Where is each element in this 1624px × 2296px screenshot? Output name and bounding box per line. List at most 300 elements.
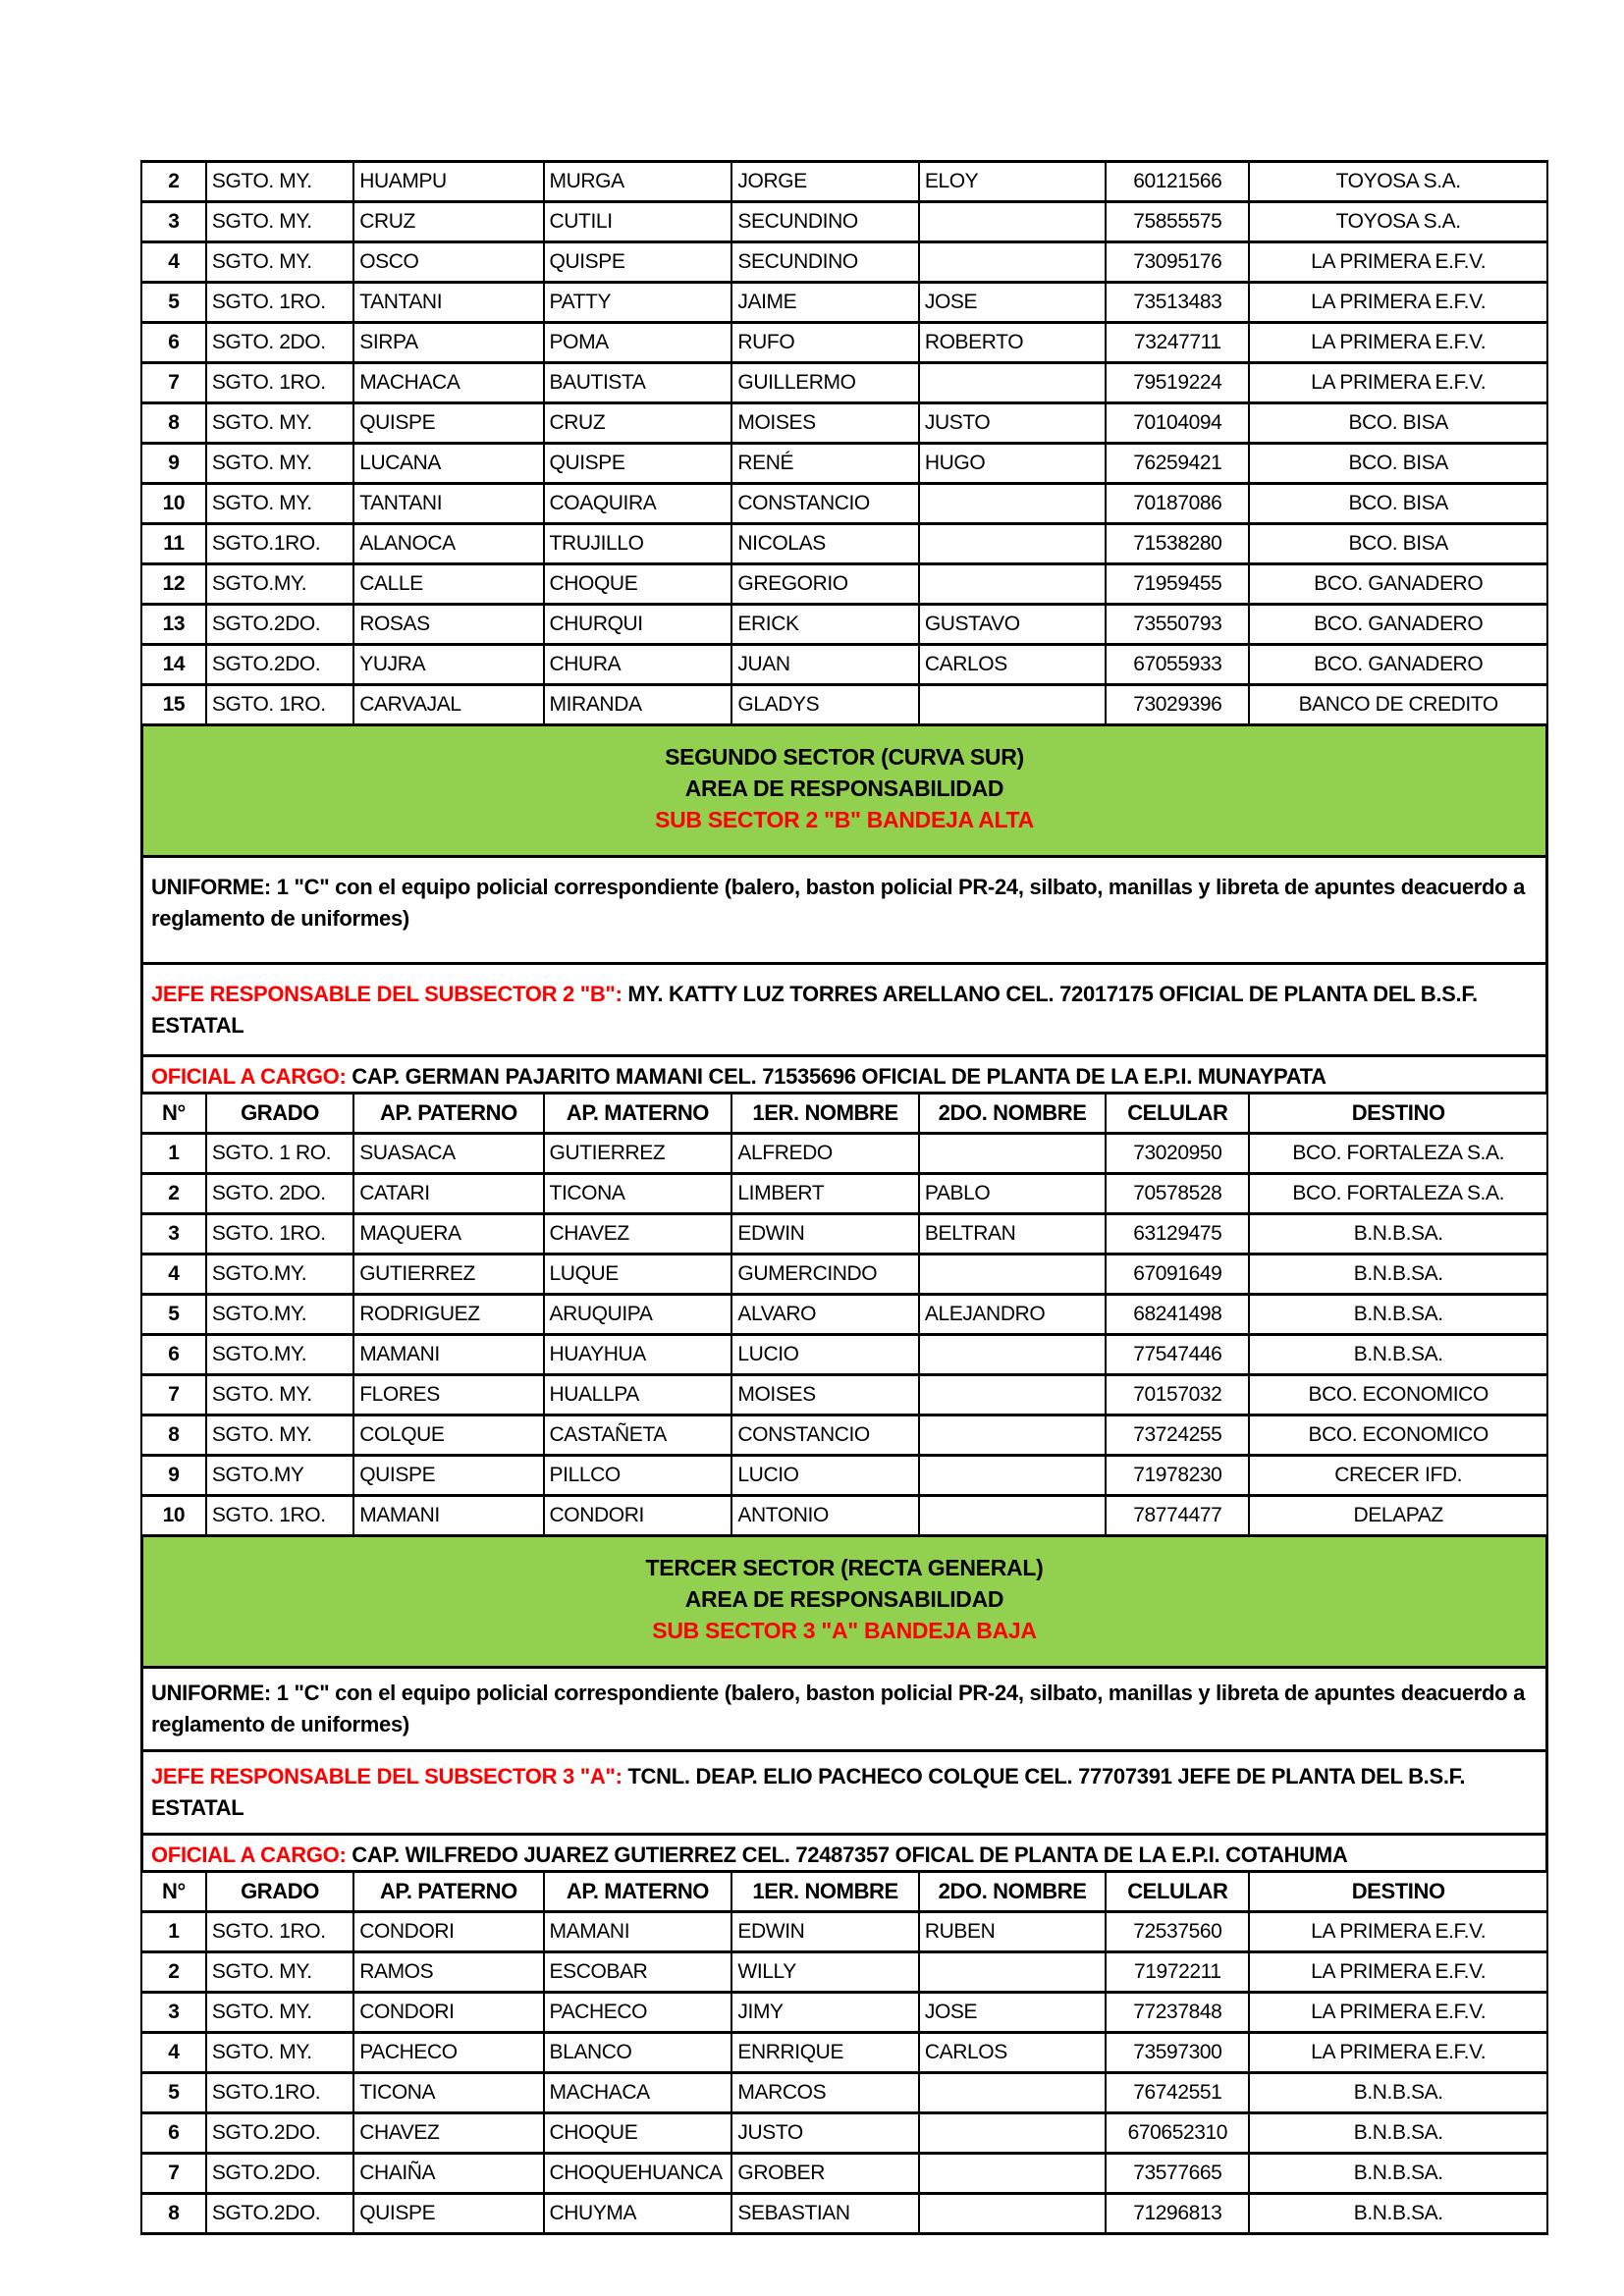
cell: RODRIGUEZ	[353, 1295, 543, 1335]
cell: EDWIN	[731, 1912, 918, 1952]
column-header: AP. MATERNO	[544, 1094, 732, 1134]
cell: 6	[141, 2113, 206, 2154]
cell: 7	[141, 2154, 206, 2194]
sector2-subsector-title: SUB SECTOR 2 "B" BANDEJA ALTA	[655, 807, 1034, 832]
cell: JUSTO	[919, 403, 1106, 444]
table-row	[141, 524, 1547, 564]
sector2-header-band	[140, 723, 1548, 858]
cell	[919, 1255, 1106, 1295]
cell: SGTO.1RO.	[206, 524, 353, 564]
cell	[919, 564, 1106, 605]
table-row	[141, 162, 1547, 202]
cell: DELAPAZ	[1249, 1496, 1547, 1536]
cell: BCO. ECONOMICO	[1249, 1375, 1547, 1415]
cell: MAMANI	[353, 1335, 543, 1375]
cell: 8	[141, 2194, 206, 2234]
uniform-note-line2: reglamento de uniformes)	[151, 906, 409, 931]
cell: HUAYHUA	[544, 1335, 732, 1375]
cell: BAUTISTA	[544, 363, 732, 403]
cell: 8	[141, 1415, 206, 1456]
cell: CASTAÑETA	[544, 1415, 732, 1456]
table-row	[141, 1214, 1547, 1255]
table-row	[141, 1952, 1547, 1993]
cell: POMA	[544, 323, 732, 363]
column-header: DESTINO	[1249, 1094, 1547, 1134]
cell: QUISPE	[353, 2194, 543, 2234]
cell: LA PRIMERA E.F.V.	[1249, 1912, 1547, 1952]
table-row	[141, 564, 1547, 605]
cell: SIRPA	[353, 323, 543, 363]
cell: HUALLPA	[544, 1375, 732, 1415]
cell: FLORES	[353, 1375, 543, 1415]
cell: B.N.B.SA.	[1249, 2113, 1547, 2154]
cell: 5	[141, 1295, 206, 1335]
cell	[919, 1456, 1106, 1496]
cell: SGTO.2DO.	[206, 2113, 353, 2154]
cell: 1	[141, 1134, 206, 1174]
cell: GUTIERREZ	[353, 1255, 543, 1295]
cell: PACHECO	[353, 2033, 543, 2073]
cell: SGTO.1RO.	[206, 2073, 353, 2113]
table-row	[141, 605, 1547, 645]
cell: LUCIO	[731, 1456, 918, 1496]
cell: SGTO. 1RO.	[206, 1214, 353, 1255]
table-row	[141, 363, 1547, 403]
cell: CARLOS	[919, 2033, 1106, 2073]
cell: PATTY	[544, 283, 732, 323]
cell: SGTO. 1RO.	[206, 1496, 353, 1536]
cell: LA PRIMERA E.F.V.	[1249, 2033, 1547, 2073]
cell: PABLO	[919, 1174, 1106, 1214]
chief-note-line1	[151, 1761, 1538, 1792]
sector3-title: TERCER SECTOR (RECTA GENERAL)	[645, 1555, 1044, 1580]
table-row	[141, 2073, 1547, 2113]
column-header: N°	[141, 1872, 206, 1912]
cell: SGTO. 1RO.	[206, 283, 353, 323]
cell	[919, 484, 1106, 524]
cell: MURGA	[544, 162, 732, 202]
cell: LA PRIMERA E.F.V.	[1249, 242, 1547, 283]
cell: RUFO	[731, 323, 918, 363]
cell: MARCOS	[731, 2073, 918, 2113]
table-row	[141, 685, 1547, 725]
cell: CHAVEZ	[353, 2113, 543, 2154]
cell	[919, 1375, 1106, 1415]
cell: 13	[141, 605, 206, 645]
cell: 71978230	[1106, 1456, 1249, 1496]
sector3-subsector-title: SUB SECTOR 3 "A" BANDEJA BAJA	[652, 1618, 1037, 1643]
cell	[919, 2073, 1106, 2113]
cell: TOYOSA S.A.	[1249, 162, 1547, 202]
cell: SGTO. MY.	[206, 1952, 353, 1993]
cell: SGTO.2DO.	[206, 605, 353, 645]
cell: QUISPE	[544, 444, 732, 484]
cell	[919, 2194, 1106, 2234]
cell: BCO. ECONOMICO	[1249, 1415, 1547, 1456]
cell	[919, 1335, 1106, 1375]
cell: SEBASTIAN	[731, 2194, 918, 2234]
sector2-subtitle: AREA DE RESPONSABILIDAD	[684, 775, 1004, 801]
cell: LA PRIMERA E.F.V.	[1249, 323, 1547, 363]
cell: 15	[141, 685, 206, 725]
cell: ROSAS	[353, 605, 543, 645]
cell: 9	[141, 1456, 206, 1496]
cell: CONDORI	[353, 1993, 543, 2033]
cell: B.N.B.SA.	[1249, 1214, 1547, 1255]
cell: GROBER	[731, 2154, 918, 2194]
cell: CARLOS	[919, 645, 1106, 685]
cell: ALVARO	[731, 1295, 918, 1335]
cell: 78774477	[1106, 1496, 1249, 1536]
cell: CATARI	[353, 1174, 543, 1214]
uniform-note-line1: UNIFORME: 1 "C" con el equipo policial correspondiente (balero, baston policial PR-24, silbato, manillas y libreta de apuntes deacuerdo a	[151, 875, 1526, 899]
cell: TICONA	[544, 1174, 732, 1214]
cell	[919, 363, 1106, 403]
cell: TANTANI	[353, 283, 543, 323]
cell: LA PRIMERA E.F.V.	[1249, 1993, 1547, 2033]
cell: 4	[141, 242, 206, 283]
cell: JORGE	[731, 162, 918, 202]
table-row	[141, 2113, 1547, 2154]
table-row	[141, 645, 1547, 685]
cell: JIMY	[731, 1993, 918, 2033]
cell: SGTO. MY.	[206, 162, 353, 202]
cell: SGTO.2DO.	[206, 2154, 353, 2194]
table-row	[141, 403, 1547, 444]
cell: HUAMPU	[353, 162, 543, 202]
cell: PILLCO	[544, 1456, 732, 1496]
table-row	[141, 2154, 1547, 2194]
cell: MIRANDA	[544, 685, 732, 725]
column-header: CELULAR	[1106, 1872, 1249, 1912]
cell: ESCOBAR	[544, 1952, 732, 1993]
duty-roster-sheet	[140, 160, 1548, 2235]
sector2-table-header	[141, 1094, 1547, 1134]
cell: CHURA	[544, 645, 732, 685]
cell: 71538280	[1106, 524, 1249, 564]
cell: LIMBERT	[731, 1174, 918, 1214]
officer-label: OFICIAL A CARGO:	[151, 1064, 347, 1089]
cell: SGTO. 1RO.	[206, 363, 353, 403]
sector2-table-body	[141, 1134, 1547, 1536]
cell: 670652310	[1106, 2113, 1249, 2154]
cell: JOSE	[919, 1993, 1106, 2033]
cell: CHOQUEHUANCA	[544, 2154, 732, 2194]
cell: BCO. GANADERO	[1249, 564, 1547, 605]
cell: BANCO DE CREDITO	[1249, 685, 1547, 725]
cell: CHAVEZ	[544, 1214, 732, 1255]
column-header: GRADO	[206, 1094, 353, 1134]
cell	[919, 1415, 1106, 1456]
table-row	[141, 1134, 1547, 1174]
cell: MOISES	[731, 1375, 918, 1415]
cell: LUCANA	[353, 444, 543, 484]
cell: JUSTO	[731, 2113, 918, 2154]
column-header: CELULAR	[1106, 1094, 1249, 1134]
cell: OSCO	[353, 242, 543, 283]
cell: 77547446	[1106, 1335, 1249, 1375]
cell: 75855575	[1106, 202, 1249, 242]
uniform-note-line2: reglamento de uniformes)	[151, 1712, 409, 1736]
sector2-personnel-table	[140, 1092, 1548, 1537]
cell: SGTO. 1 RO.	[206, 1134, 353, 1174]
sector3-table-header	[141, 1872, 1547, 1912]
cell: CRUZ	[353, 202, 543, 242]
column-header: AP. PATERNO	[353, 1872, 543, 1912]
uniform-note-line1: UNIFORME: 1 "C" con el equipo policial correspondiente (balero, baston policial PR-24, silbato, manillas y libreta de apuntes deacuerdo a	[151, 1681, 1526, 1705]
cell: ELOY	[919, 162, 1106, 202]
cell: ENRRIQUE	[731, 2033, 918, 2073]
cell: ALEJANDRO	[919, 1295, 1106, 1335]
cell: BELTRAN	[919, 1214, 1106, 1255]
cell: LA PRIMERA E.F.V.	[1249, 363, 1547, 403]
cell: NICOLAS	[731, 524, 918, 564]
sector2-officer-note	[140, 1054, 1548, 1095]
cell: 6	[141, 323, 206, 363]
cell: LUQUE	[544, 1255, 732, 1295]
cell: 2	[141, 162, 206, 202]
cell: 5	[141, 283, 206, 323]
cell	[919, 685, 1106, 725]
cell: 11	[141, 524, 206, 564]
table-row	[141, 1335, 1547, 1375]
column-header: AP. PATERNO	[353, 1094, 543, 1134]
cell: B.N.B.SA.	[1249, 1295, 1547, 1335]
cell: CRUZ	[544, 403, 732, 444]
sector1-table-body	[141, 162, 1547, 725]
cell: 70187086	[1106, 484, 1249, 524]
sector3-chief-note	[140, 1749, 1548, 1836]
cell: HUGO	[919, 444, 1106, 484]
cell: 4	[141, 2033, 206, 2073]
cell: BLANCO	[544, 2033, 732, 2073]
cell: QUISPE	[353, 1456, 543, 1496]
column-header: N°	[141, 1094, 206, 1134]
cell: CHAIÑA	[353, 2154, 543, 2194]
cell: 1	[141, 1912, 206, 1952]
cell: SGTO. MY.	[206, 484, 353, 524]
cell: 7	[141, 1375, 206, 1415]
cell: B.N.B.SA.	[1249, 1255, 1547, 1295]
cell: 67091649	[1106, 1255, 1249, 1295]
cell: 71972211	[1106, 1952, 1249, 1993]
cell: BCO. GANADERO	[1249, 605, 1547, 645]
cell	[919, 1496, 1106, 1536]
cell: SGTO. 2DO.	[206, 323, 353, 363]
cell	[919, 242, 1106, 283]
cell: RUBEN	[919, 1912, 1106, 1952]
cell: 76259421	[1106, 444, 1249, 484]
cell: CUTILI	[544, 202, 732, 242]
sector2-uniform-note	[140, 855, 1548, 965]
cell: 73724255	[1106, 1415, 1249, 1456]
cell: 60121566	[1106, 162, 1249, 202]
cell: ROBERTO	[919, 323, 1106, 363]
cell: LA PRIMERA E.F.V.	[1249, 283, 1547, 323]
table-row	[141, 484, 1547, 524]
cell: SECUNDINO	[731, 202, 918, 242]
chief-text: TCNL. DEAP. ELIO PACHECO COLQUE CEL. 77707391 JEFE DE PLANTA DEL B.S.F.	[622, 1764, 1466, 1789]
cell: YUJRA	[353, 645, 543, 685]
table-row	[141, 1255, 1547, 1295]
cell	[919, 2113, 1106, 2154]
column-header: 2DO. NOMBRE	[919, 1872, 1106, 1912]
cell: SGTO. 1RO.	[206, 685, 353, 725]
cell: 70104094	[1106, 403, 1249, 444]
cell: ERICK	[731, 605, 918, 645]
sector1-personnel-table	[140, 160, 1548, 726]
cell: COLQUE	[353, 1415, 543, 1456]
cell: B.N.B.SA.	[1249, 2154, 1547, 2194]
sector2-chief-note	[140, 962, 1548, 1057]
cell: MAMANI	[353, 1496, 543, 1536]
cell: 72537560	[1106, 1912, 1249, 1952]
cell: BCO. GANADERO	[1249, 645, 1547, 685]
cell: 73247711	[1106, 323, 1249, 363]
cell: CALLE	[353, 564, 543, 605]
table-header-row	[141, 1872, 1547, 1912]
officer-text: CAP. GERMAN PAJARITO MAMANI CEL. 71535696 OFICIAL DE PLANTA DE LA E.P.I. MUNAYPATA	[346, 1064, 1326, 1089]
table-row	[141, 444, 1547, 484]
table-row	[141, 242, 1547, 283]
cell	[919, 1134, 1106, 1174]
cell: B.N.B.SA.	[1249, 2073, 1547, 2113]
cell: TOYOSA S.A.	[1249, 202, 1547, 242]
cell: WILLY	[731, 1952, 918, 1993]
cell: 71959455	[1106, 564, 1249, 605]
cell: PACHECO	[544, 1993, 732, 2033]
cell: 3	[141, 1993, 206, 2033]
sector3-header-band	[140, 1534, 1548, 1669]
column-header: 1ER. NOMBRE	[731, 1094, 918, 1134]
cell: CRECER IFD.	[1249, 1456, 1547, 1496]
cell: SGTO. MY.	[206, 403, 353, 444]
cell: BCO. FORTALEZA S.A.	[1249, 1134, 1547, 1174]
cell: BCO. BISA	[1249, 403, 1547, 444]
cell: RAMOS	[353, 1952, 543, 1993]
cell: TICONA	[353, 2073, 543, 2113]
cell: 67055933	[1106, 645, 1249, 685]
cell: BCO. BISA	[1249, 524, 1547, 564]
table-header-row	[141, 1094, 1547, 1134]
sector3-personnel-table	[140, 1870, 1548, 2235]
cell: CHUYMA	[544, 2194, 732, 2234]
cell: 12	[141, 564, 206, 605]
officer-text: CAP. WILFREDO JUAREZ GUTIERREZ CEL. 72487357 OFICAL DE PLANTA DE LA E.P.I. COTAHUMA	[346, 1842, 1348, 1867]
cell: SGTO. 2DO.	[206, 1174, 353, 1214]
chief-note-line2: ESTATAL	[151, 1795, 244, 1820]
cell: 71296813	[1106, 2194, 1249, 2234]
cell: MOISES	[731, 403, 918, 444]
cell: CHOQUE	[544, 2113, 732, 2154]
cell: BCO. BISA	[1249, 484, 1547, 524]
cell: 73577665	[1106, 2154, 1249, 2194]
cell: SGTO.MY.	[206, 564, 353, 605]
cell: CONSTANCIO	[731, 484, 918, 524]
cell: 10	[141, 1496, 206, 1536]
cell: SGTO. MY.	[206, 1375, 353, 1415]
chief-label: JEFE RESPONSABLE DEL SUBSECTOR 2 "B":	[151, 982, 623, 1006]
cell: 77237848	[1106, 1993, 1249, 2033]
cell: MACHACA	[353, 363, 543, 403]
cell: GUSTAVO	[919, 605, 1106, 645]
cell: CONSTANCIO	[731, 1415, 918, 1456]
cell: 9	[141, 444, 206, 484]
cell: SGTO. MY.	[206, 2033, 353, 2073]
table-row	[141, 1496, 1547, 1536]
cell: 2	[141, 1952, 206, 1993]
table-row	[141, 1295, 1547, 1335]
table-row	[141, 283, 1547, 323]
table-row	[141, 323, 1547, 363]
column-header: GRADO	[206, 1872, 353, 1912]
chief-text: MY. KATTY LUZ TORRES ARELLANO CEL. 72017175 OFICIAL DE PLANTA DEL B.S.F.	[622, 982, 1478, 1006]
table-row	[141, 2194, 1547, 2234]
cell: LUCIO	[731, 1335, 918, 1375]
cell: 70578528	[1106, 1174, 1249, 1214]
cell: JAIME	[731, 283, 918, 323]
cell: 6	[141, 1335, 206, 1375]
cell: 4	[141, 1255, 206, 1295]
cell: 3	[141, 1214, 206, 1255]
table-row	[141, 1993, 1547, 2033]
cell: TRUJILLO	[544, 524, 732, 564]
cell: ARUQUIPA	[544, 1295, 732, 1335]
cell: 3	[141, 202, 206, 242]
cell: 79519224	[1106, 363, 1249, 403]
cell: 76742551	[1106, 2073, 1249, 2113]
cell: 68241498	[1106, 1295, 1249, 1335]
cell: TANTANI	[353, 484, 543, 524]
chief-note-line1	[151, 979, 1538, 1010]
cell: CHURQUI	[544, 605, 732, 645]
cell: COAQUIRA	[544, 484, 732, 524]
table-row	[141, 202, 1547, 242]
column-header: 1ER. NOMBRE	[731, 1872, 918, 1912]
officer-note-line	[151, 1061, 1538, 1093]
chief-note-line2: ESTATAL	[151, 1013, 244, 1038]
column-header: AP. MATERNO	[544, 1872, 732, 1912]
column-header: DESTINO	[1249, 1872, 1547, 1912]
cell: SGTO.MY.	[206, 1255, 353, 1295]
cell: SGTO. MY.	[206, 242, 353, 283]
cell: SGTO.2DO.	[206, 645, 353, 685]
cell: BCO. BISA	[1249, 444, 1547, 484]
cell: CONDORI	[544, 1496, 732, 1536]
cell: GUMERCINDO	[731, 1255, 918, 1295]
cell: QUISPE	[353, 403, 543, 444]
sector3-subtitle: AREA DE RESPONSABILIDAD	[684, 1586, 1004, 1612]
table-row	[141, 1912, 1547, 1952]
cell: 7	[141, 363, 206, 403]
cell: GUTIERREZ	[544, 1134, 732, 1174]
cell: JOSE	[919, 283, 1106, 323]
table-row	[141, 2033, 1547, 2073]
cell: SGTO. MY.	[206, 1415, 353, 1456]
cell: 10	[141, 484, 206, 524]
cell: CHOQUE	[544, 564, 732, 605]
table-row	[141, 1415, 1547, 1456]
cell: MACHACA	[544, 2073, 732, 2113]
column-header: 2DO. NOMBRE	[919, 1094, 1106, 1134]
sector3-officer-note	[140, 1833, 1548, 1873]
table-row	[141, 1375, 1547, 1415]
cell: MAMANI	[544, 1912, 732, 1952]
cell: 73597300	[1106, 2033, 1249, 2073]
cell: 73020950	[1106, 1134, 1249, 1174]
cell	[919, 202, 1106, 242]
cell: CONDORI	[353, 1912, 543, 1952]
